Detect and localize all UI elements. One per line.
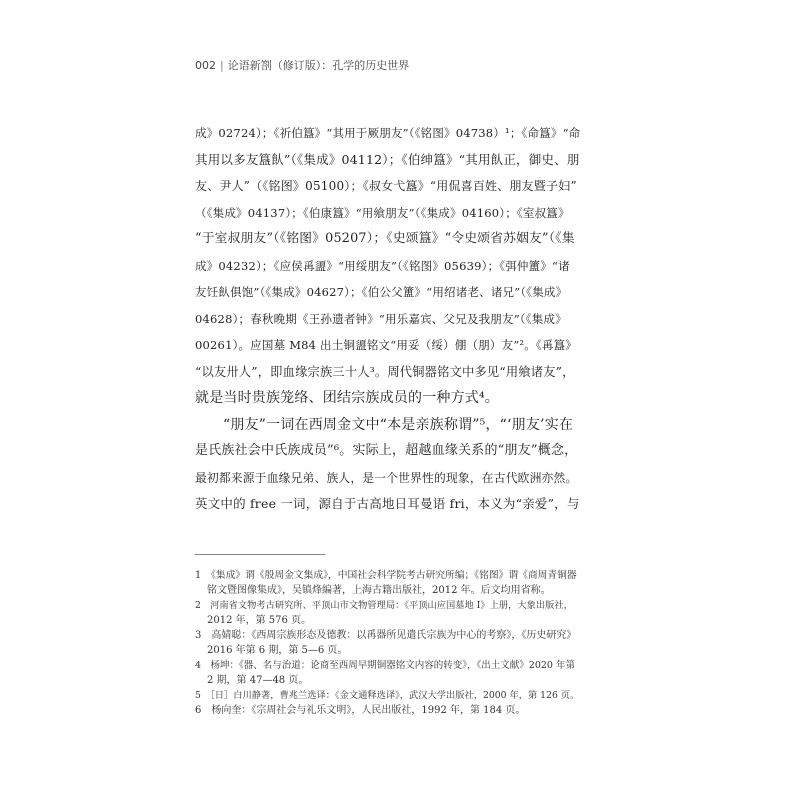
footnote-line: 5 ［日］白川静著，曹兆兰选译：《金文通释选译》，武汉大学出版社，2000 年，第 126 页。	[195, 690, 580, 701]
footnote-line: 2016 年第 6 期，第 5—6 页。	[207, 645, 348, 656]
body-line: 友饪飤俱饱”（《集成》04627）；《伯公父簠》“用绍诸老、诸兄”（《集成》	[195, 285, 568, 299]
body-line: 最初都来源于血缘兄弟、族人，是一个世界性的现象，在古代欧洲亦然。	[195, 470, 578, 485]
body-line: 友、尹人”（《铭图》05100）；《叔女弋簋》“用侃喜百姓、朋友暨子妇”	[195, 179, 577, 193]
body-line: 00261）。应国墓 M84 出土铜盨铭文“用妥（绥）倗（朋）友”²。《爯簋》	[195, 338, 577, 352]
body-line: 04628）；春秋晚期《王孙遗者钟》“用乐嘉宾、父兄及我朋友”（《集成》	[195, 311, 567, 326]
footnote-line: 3 高婧聪：《西周宗族形态及德教：以爯器所见遣氏宗族为中心的考察》，《历史研究》	[195, 630, 577, 641]
running-title: 论语新劄（修订版）：孔学的历史世界	[227, 59, 410, 72]
body-line: “以友卅人”，即血缘宗族三十人³。周代铜器铭文中多见“用飨诸友”，	[195, 364, 575, 379]
footnote-line: 1 《集成》谓《殷周金文集成》，中国社会科学院考古研究所编；《铭图》谓《商周青铜器	[195, 570, 577, 581]
body-line: 成》04232）；《应侯爯盨》“用绥朋友”（《铭图》05639）；《弭仲簠》“诸	[195, 258, 570, 273]
body-line: 是氏族社会中氏族成员”⁶。实际上，超越血缘关系的“朋友”概念，	[195, 443, 578, 458]
body-line: “于室叔朋友”（《铭图》05207）；《史颂簋》“令史颂省苏姻友”（《集	[195, 231, 575, 246]
footnotes	[195, 568, 580, 718]
page-number: 002	[195, 59, 216, 72]
body-line: 就是当时贵族笼络、团结宗族成员的一种方式⁴。	[195, 390, 500, 406]
running-header	[195, 57, 409, 73]
body-line: “朋友”一词在西周金文中“本是亲族称谓”⁵，“‘朋友’实在	[223, 416, 574, 433]
footnote-line: 6 杨向奎：《宗周社会与礼乐文明》，人民出版社，1992 年，第 184 页。	[195, 705, 526, 716]
footnote-line: 4 杨坤：《器、名与治道：论商至西周早期铜器铭文内容的转变》，《出土文献》2020 年第	[195, 660, 575, 671]
body-line: 其用以多友簋飤”（《集成》04112）；《伯绅簋》“其用飤正，御史、朋	[195, 151, 580, 167]
footnote-line: 铭文暨图像集成》，吴镇烽编著，上海古籍出版社，2012 年。后文均用省称。	[207, 585, 551, 596]
footnote-divider	[195, 554, 325, 555]
body-line: 英文中的 free 一词，源自于古高地日耳曼语 fri，本义为“亲爱”，与	[195, 496, 580, 511]
body-line: 成》02724）；《祈伯簋》“其用于厥朋友”（《铭图》04738）¹；《命簋》“命	[195, 126, 581, 140]
footnote-line: 2 河南省文物考古研究所、平顶山市文物管理局：《平顶山应国墓地 I》上册，大象出版社，	[195, 600, 573, 611]
main-text	[195, 120, 580, 518]
body-line: （《集成》04137）；《伯康簋》“用飨朋友”（《集成》04160）；《室叔簋》	[195, 205, 570, 220]
footnote-line: 2 期，第 47—48 页。	[207, 675, 309, 686]
footnote-line: 2012 年，第 576 页。	[207, 615, 312, 626]
header-separator: |	[220, 59, 224, 72]
